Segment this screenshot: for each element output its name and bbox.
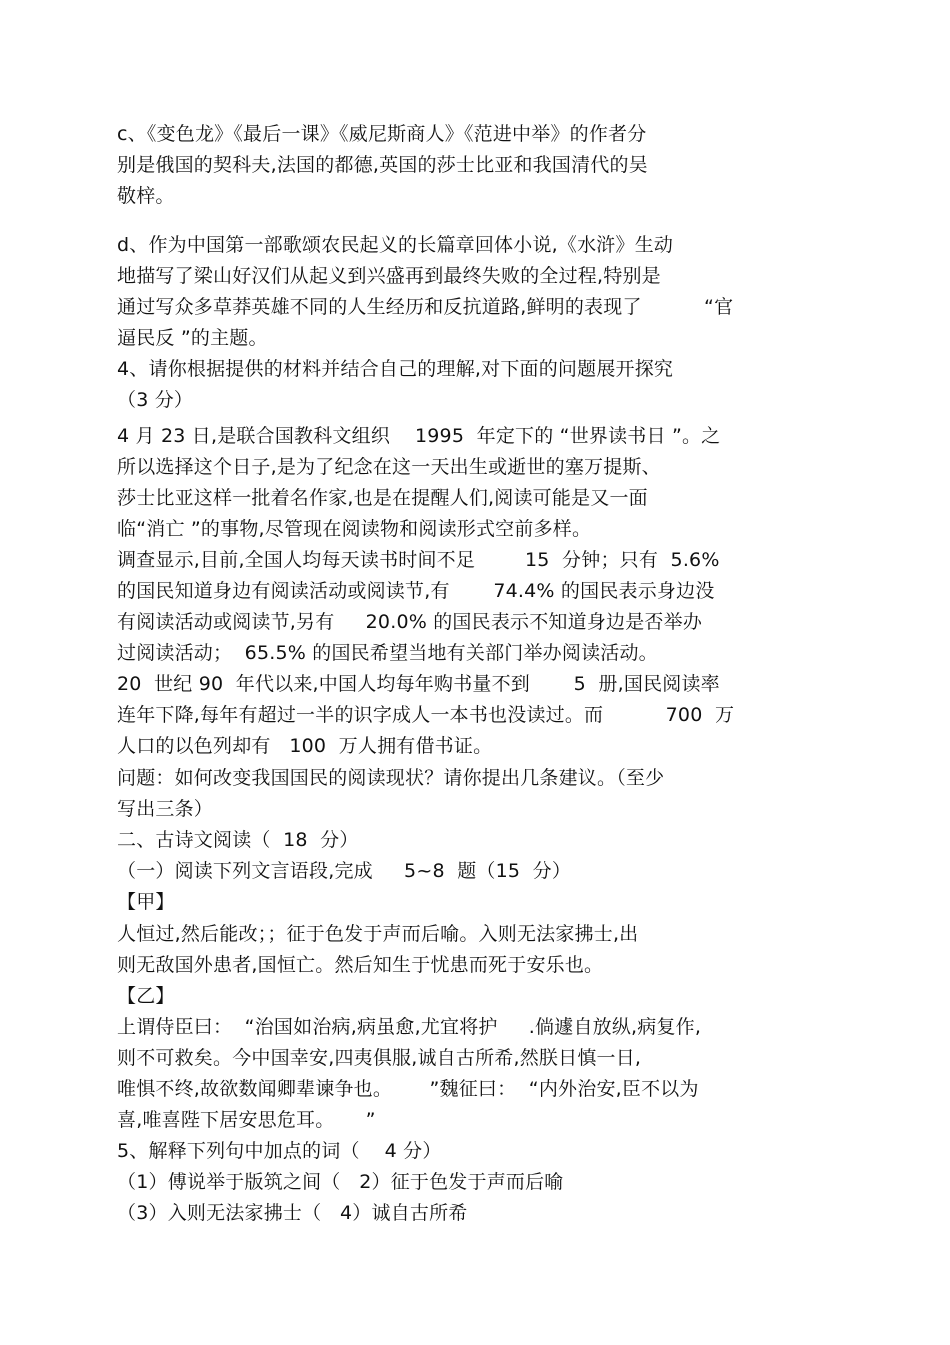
text-line: 逼民反 ”的主题。 <box>117 327 268 349</box>
text-line: 过阅读活动； 65.5% 的国民希望当地有关部门举办阅读活动。 <box>117 642 658 664</box>
text-line: 上谓侍臣曰： “治国如治病,病虽愈,尤宜将护 .倘遽自放纵,病复作, <box>117 1016 702 1038</box>
text-line: 的国民知道身边有阅读活动或阅读节,有 74.4% 的国民表示身边没 <box>117 580 715 602</box>
text-line: 地描写了梁山好汉们从起义到兴盛再到最终失败的全过程,特别是 <box>117 265 661 287</box>
text-line: c、《变色龙》《最后一课》《威尼斯商人》《范进中举》的作者分 <box>117 123 647 145</box>
text-line: 敬梓。 <box>117 185 175 207</box>
text-line: 则无敌国外患者,国恒亡。然后知生于忧患而死于安乐也。 <box>117 954 604 976</box>
text-line: （3 分） <box>117 389 194 411</box>
text-line: 人口的以色列却有 100 万人拥有借书证。 <box>117 735 493 757</box>
text-line: 唯惧不终,故欲数闻卿辈谏争也。 ”魏征曰： “内外治安,臣不以为 <box>117 1078 699 1100</box>
question-4: 4、请你根据提供的材料并结合自己的理解,对下面的问题展开探究 <box>117 358 674 380</box>
text-line: 有阅读活动或阅读节,另有 20.0% 的国民表示不知道身边是否举办 <box>117 611 703 633</box>
text-line: 则不可救矣。今中国幸安,四夷俱服,诚自古所希,然朕日慎一日, <box>117 1047 642 1069</box>
text-line: d、作为中国第一部歌颂农民起义的长篇章回体小说,《水浒》生动 <box>117 234 674 256</box>
question-prompt: 问题：如何改变我国国民的阅读现状？请你提出几条建议。（至少 <box>117 767 665 789</box>
text-line: （1）傅说举于版筑之间（ 2）征于色发于声而后喻 <box>117 1171 564 1193</box>
text-line: 4 月 23 日,是联合国教科文组织 1995 年定下的 “世界读书日 ”。之 <box>117 425 721 447</box>
text-line: 调查显示,目前,全国人均每天读书时间不足 15 分钟；只有 5.6% <box>117 549 720 571</box>
text-line: 莎士比亚这样一批着名作家,也是在提醒人们,阅读可能是又一面 <box>117 487 648 509</box>
passage-label-jia: 【甲】 <box>117 891 175 913</box>
text-line: 通过写众多草莽英雄不同的人生经历和反抗道路,鲜明的表现了 “官 <box>117 296 734 318</box>
text-line: 20 世纪 90 年代以来,中国人均每年购书量不到 5 册,国民阅读率 <box>117 673 720 695</box>
text-line: 临“消亡 ”的事物,尽管现在阅读物和阅读形式空前多样。 <box>117 518 592 540</box>
text-line: 所以选择这个日子,是为了纪念在这一天出生或逝世的塞万提斯、 <box>117 456 661 478</box>
passage-label-yi: 【乙】 <box>117 985 175 1007</box>
text-line: 写出三条） <box>117 798 214 820</box>
text-line: 人恒过,然后能改；；征于色发于声而后喻。入则无法家拂士,出 <box>117 923 639 945</box>
text-line: 连年下降,每年有超过一半的识字成人一本书也没读过。而 700 万 <box>117 704 735 726</box>
subsection-heading: （一）阅读下列文言语段,完成 5~8 题（15 分） <box>117 860 572 882</box>
question-5: 5、解释下列句中加点的词（ 4 分） <box>117 1140 442 1162</box>
section-heading: 二、古诗文阅读（ 18 分） <box>117 829 359 851</box>
text-line: 别是俄国的契科夫,法国的都德,英国的莎士比亚和我国清代的吴 <box>117 154 648 176</box>
text-line: 喜,唯喜陛下居安思危耳。 ” <box>117 1109 376 1131</box>
text-line: （3）入则无法家拂士（ 4）诚自古所希 <box>117 1202 468 1224</box>
